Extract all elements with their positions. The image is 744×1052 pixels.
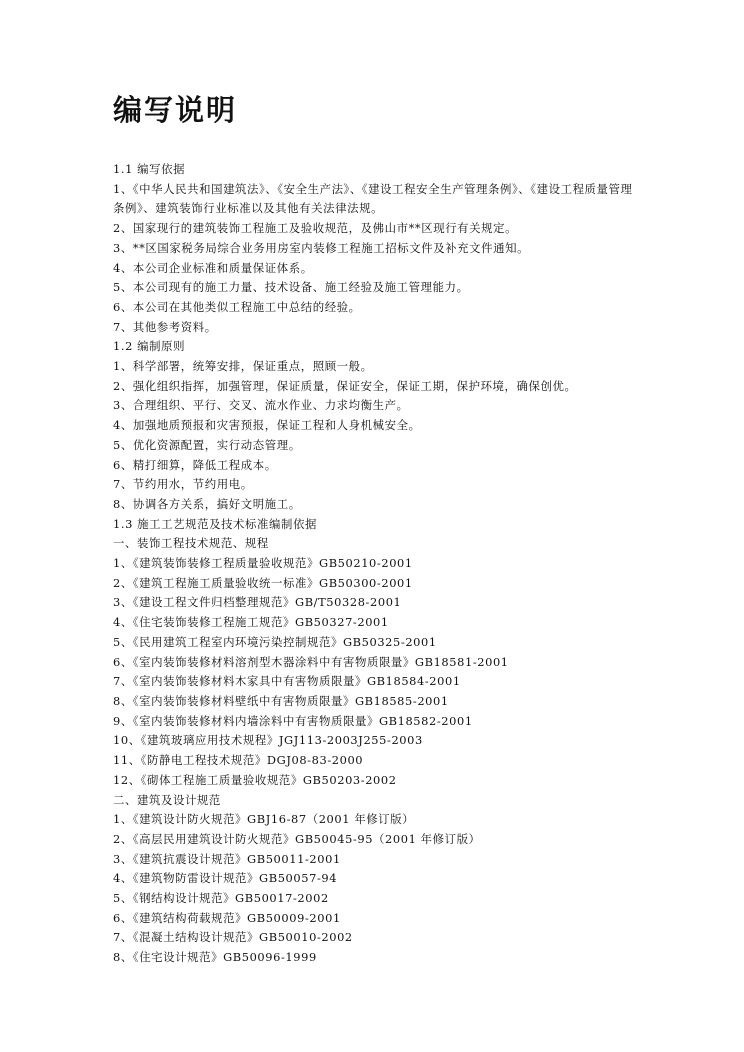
text-line: 2、《高层民用建筑设计防火规范》GB50045-95（2001 年修订版）: [113, 831, 481, 846]
page-title: 编写说明: [113, 93, 238, 127]
document-body: [113, 160, 638, 968]
text-line: 7、节约用水，节约用电。: [113, 477, 253, 492]
text-line: 7、其他参考资料。: [113, 319, 217, 334]
text-line: 6、本公司在其他类似工程施工中总结的经验。: [113, 299, 361, 314]
text-line: 5、《民用建筑工程室内环境污染控制规范》GB50325-2001: [113, 634, 437, 649]
text-line: 6、《建筑结构荷载规范》GB50009-2001: [113, 910, 341, 925]
text-line: 4、本公司企业标准和质量保证体系。: [113, 260, 313, 275]
text-line: 4、《住宅装饰装修工程施工规范》GB50327-2001: [113, 615, 389, 630]
text-line: 7、《混凝土结构设计规范》GB50010-2002: [113, 930, 353, 945]
text-line: 1.1 编写依据: [113, 162, 186, 176]
text-line: 5、优化资源配置，实行动态管理。: [113, 437, 301, 452]
text-line: 6、精打细算，降低工程成本。: [113, 457, 277, 472]
text-line: 9、《室内装饰装修材料内墙涂料中有害物质限量》GB18582-2001: [113, 713, 473, 728]
text-line: 二、建筑及设计规范: [113, 792, 221, 807]
text-line: 2、《建筑工程施工质量验收统一标准》GB50300-2001: [113, 575, 413, 590]
text-line: 1、《建筑装饰装修工程质量验收规范》GB50210-2001: [113, 556, 413, 571]
text-line: 3、《建筑抗震设计规范》GB50011-2001: [113, 851, 341, 866]
text-line: 6、《室内装饰装修材料溶剂型木器涂料中有害物质限量》GB18581-2001: [113, 654, 509, 669]
text-line: 5、本公司现有的施工力量、技术设备、施工经验及施工管理能力。: [113, 280, 469, 295]
text-line: 一、装饰工程技术规范、规程: [113, 536, 269, 551]
text-line: 11、《防静电工程技术规范》DGJ08-83-2000: [113, 753, 364, 768]
text-line: 1、《中华人民共和国建筑法》、《安全生产法》、《建设工程安全生产管理条例》、《建设工程质量管理条例》、建筑装饰行业标准以及其他有关法律法规。: [113, 181, 633, 216]
text-line: 10、《建筑玻璃应用技术规程》JGJ113-2003J255-2003: [113, 733, 423, 748]
text-line: 4、加强地质预报和灾害预报，保证工程和人身机械安全。: [113, 418, 421, 433]
text-line: 1、《建筑设计防火规范》GBJ16-87（2001 年修订版）: [113, 812, 415, 827]
text-line: 1.2 编制原则: [113, 339, 186, 354]
text-line: 3、《建设工程文件归档整理规范》GB/T50328-2001: [113, 595, 402, 610]
text-line: 3、合理组织、平行、交叉、流水作业、力求均衡生产。: [113, 398, 409, 413]
text-line: 8、协调各方关系，搞好文明施工。: [113, 496, 301, 511]
text-line: 1、科学部署，统筹安排，保证重点，照顾一般。: [113, 359, 373, 374]
text-line: 3、**区国家税务局综合业务用房室内装修工程施工招标文件及补充文件通知。: [113, 240, 530, 255]
text-line: 8、《室内装饰装修材料壁纸中有害物质限量》GB18585-2001: [113, 693, 449, 708]
text-line: 5、《钢结构设计规范》GB50017-2002: [113, 891, 329, 906]
text-line: 1.3 施工工艺规范及技术标准编制依据: [113, 516, 317, 531]
text-line: 12、《砌体工程施工质量验收规范》GB50203-2002: [113, 772, 397, 787]
text-line: 2、强化组织指挥，加强管理，保证质量，保证安全，保证工期，保护环境，确保创优。: [113, 378, 577, 393]
text-line: 4、《建筑物防雷设计规范》GB50057-94: [113, 871, 338, 886]
text-line: 7、《室内装饰装修材料木家具中有害物质限量》GB18584-2001: [113, 674, 461, 689]
text-line: 2、国家现行的建筑装饰工程施工及验收规范，及佛山市**区现行有关规定。: [113, 221, 518, 236]
text-line: 8、《住宅设计规范》GB50096-1999: [113, 950, 317, 965]
